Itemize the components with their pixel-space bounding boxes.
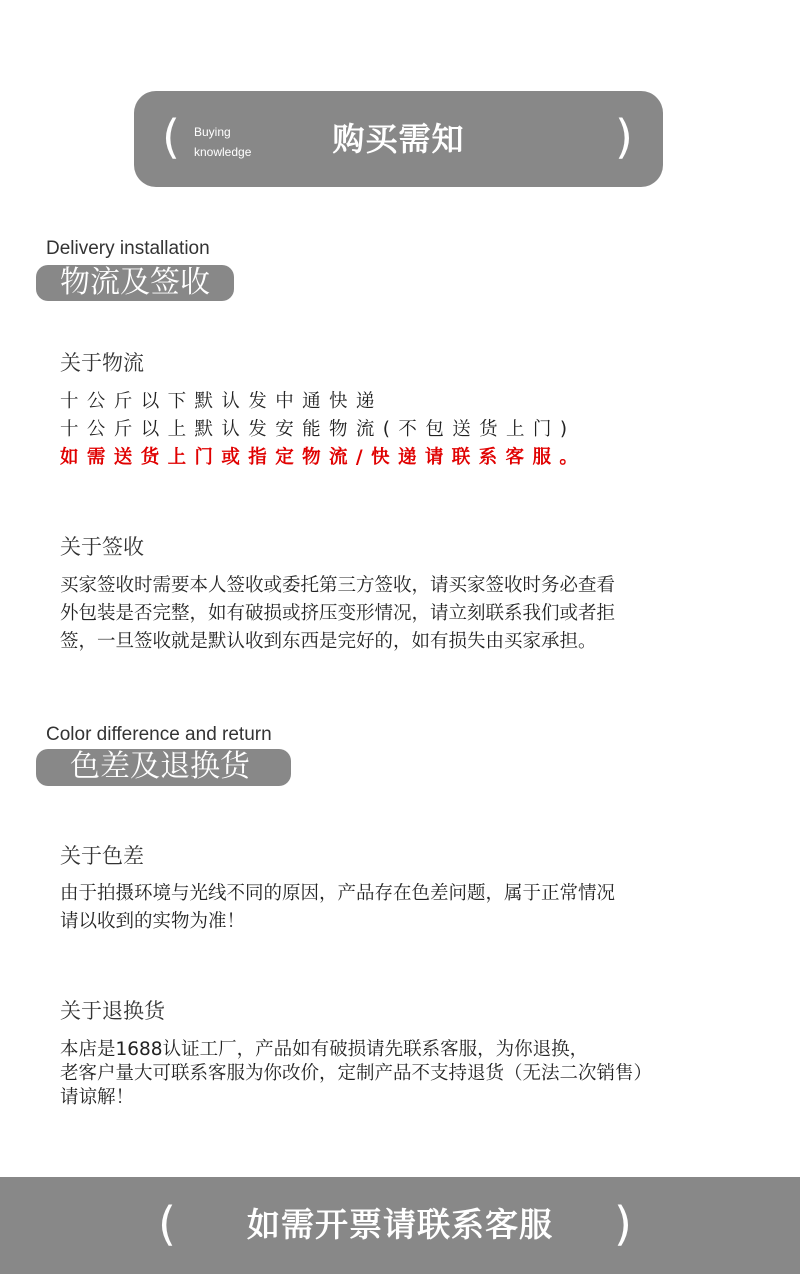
footer-right-bracket: ) [614,1197,632,1251]
section2-english-title: Color difference and return [46,724,272,745]
section2-title: 色差及退换货 [36,749,291,786]
banner-english-line2: knowledge [194,145,252,159]
color-diff-line1: 由于拍摄环境与光线不同的原因，产品存在色差问题，属于正常情况 [60,883,616,904]
footer-title: 如需开票请联系客服 [247,1205,553,1244]
signing-line2: 外包装是否完整，如有破损或挤压变形情况，请立刻联系我们或者拒 [60,603,616,624]
logistics-heading: 关于物流 [60,351,144,375]
banner-english-line1: Buying [194,125,231,139]
footer-left-bracket: ( [158,1197,176,1251]
returns-line2: 老客户量大可联系客服为你改价，定制产品不支持退货（无法二次销售） [60,1063,653,1084]
page-title: 购买需知 [332,120,465,158]
buying-knowledge-banner [134,91,663,187]
color-diff-line2: 请以收到的实物为准！ [60,911,246,932]
section1-english-title: Delivery installation [46,238,210,259]
left-bracket: ( [162,110,180,164]
returns-line3: 请谅解！ [60,1087,135,1108]
right-bracket: ) [615,110,633,164]
signing-line1: 买家签收时需要本人签收或委托第三方签收，请买家签收时务必查看 [60,575,616,596]
returns-line1: 本店是1688认证工厂，产品如有破损请先联系客服，为你退换， [60,1039,589,1060]
logistics-line3: 如需送货上门或指定物流/快递请联系客服。 [60,447,587,468]
logistics-line1: 十公斤以下默认发中通快递 [60,391,383,412]
color-diff-heading: 关于色差 [60,844,144,868]
returns-heading: 关于退换货 [60,999,165,1023]
section1-title: 物流及签收 [36,265,234,301]
signing-line3: 签，一旦签收就是默认收到东西是完好的，如有损失由买家承担。 [60,631,597,652]
invoice-contact-banner [0,1177,800,1274]
signing-heading: 关于签收 [60,535,144,559]
logistics-line2: 十公斤以上默认发安能物流(不包送货上门) [60,419,576,440]
